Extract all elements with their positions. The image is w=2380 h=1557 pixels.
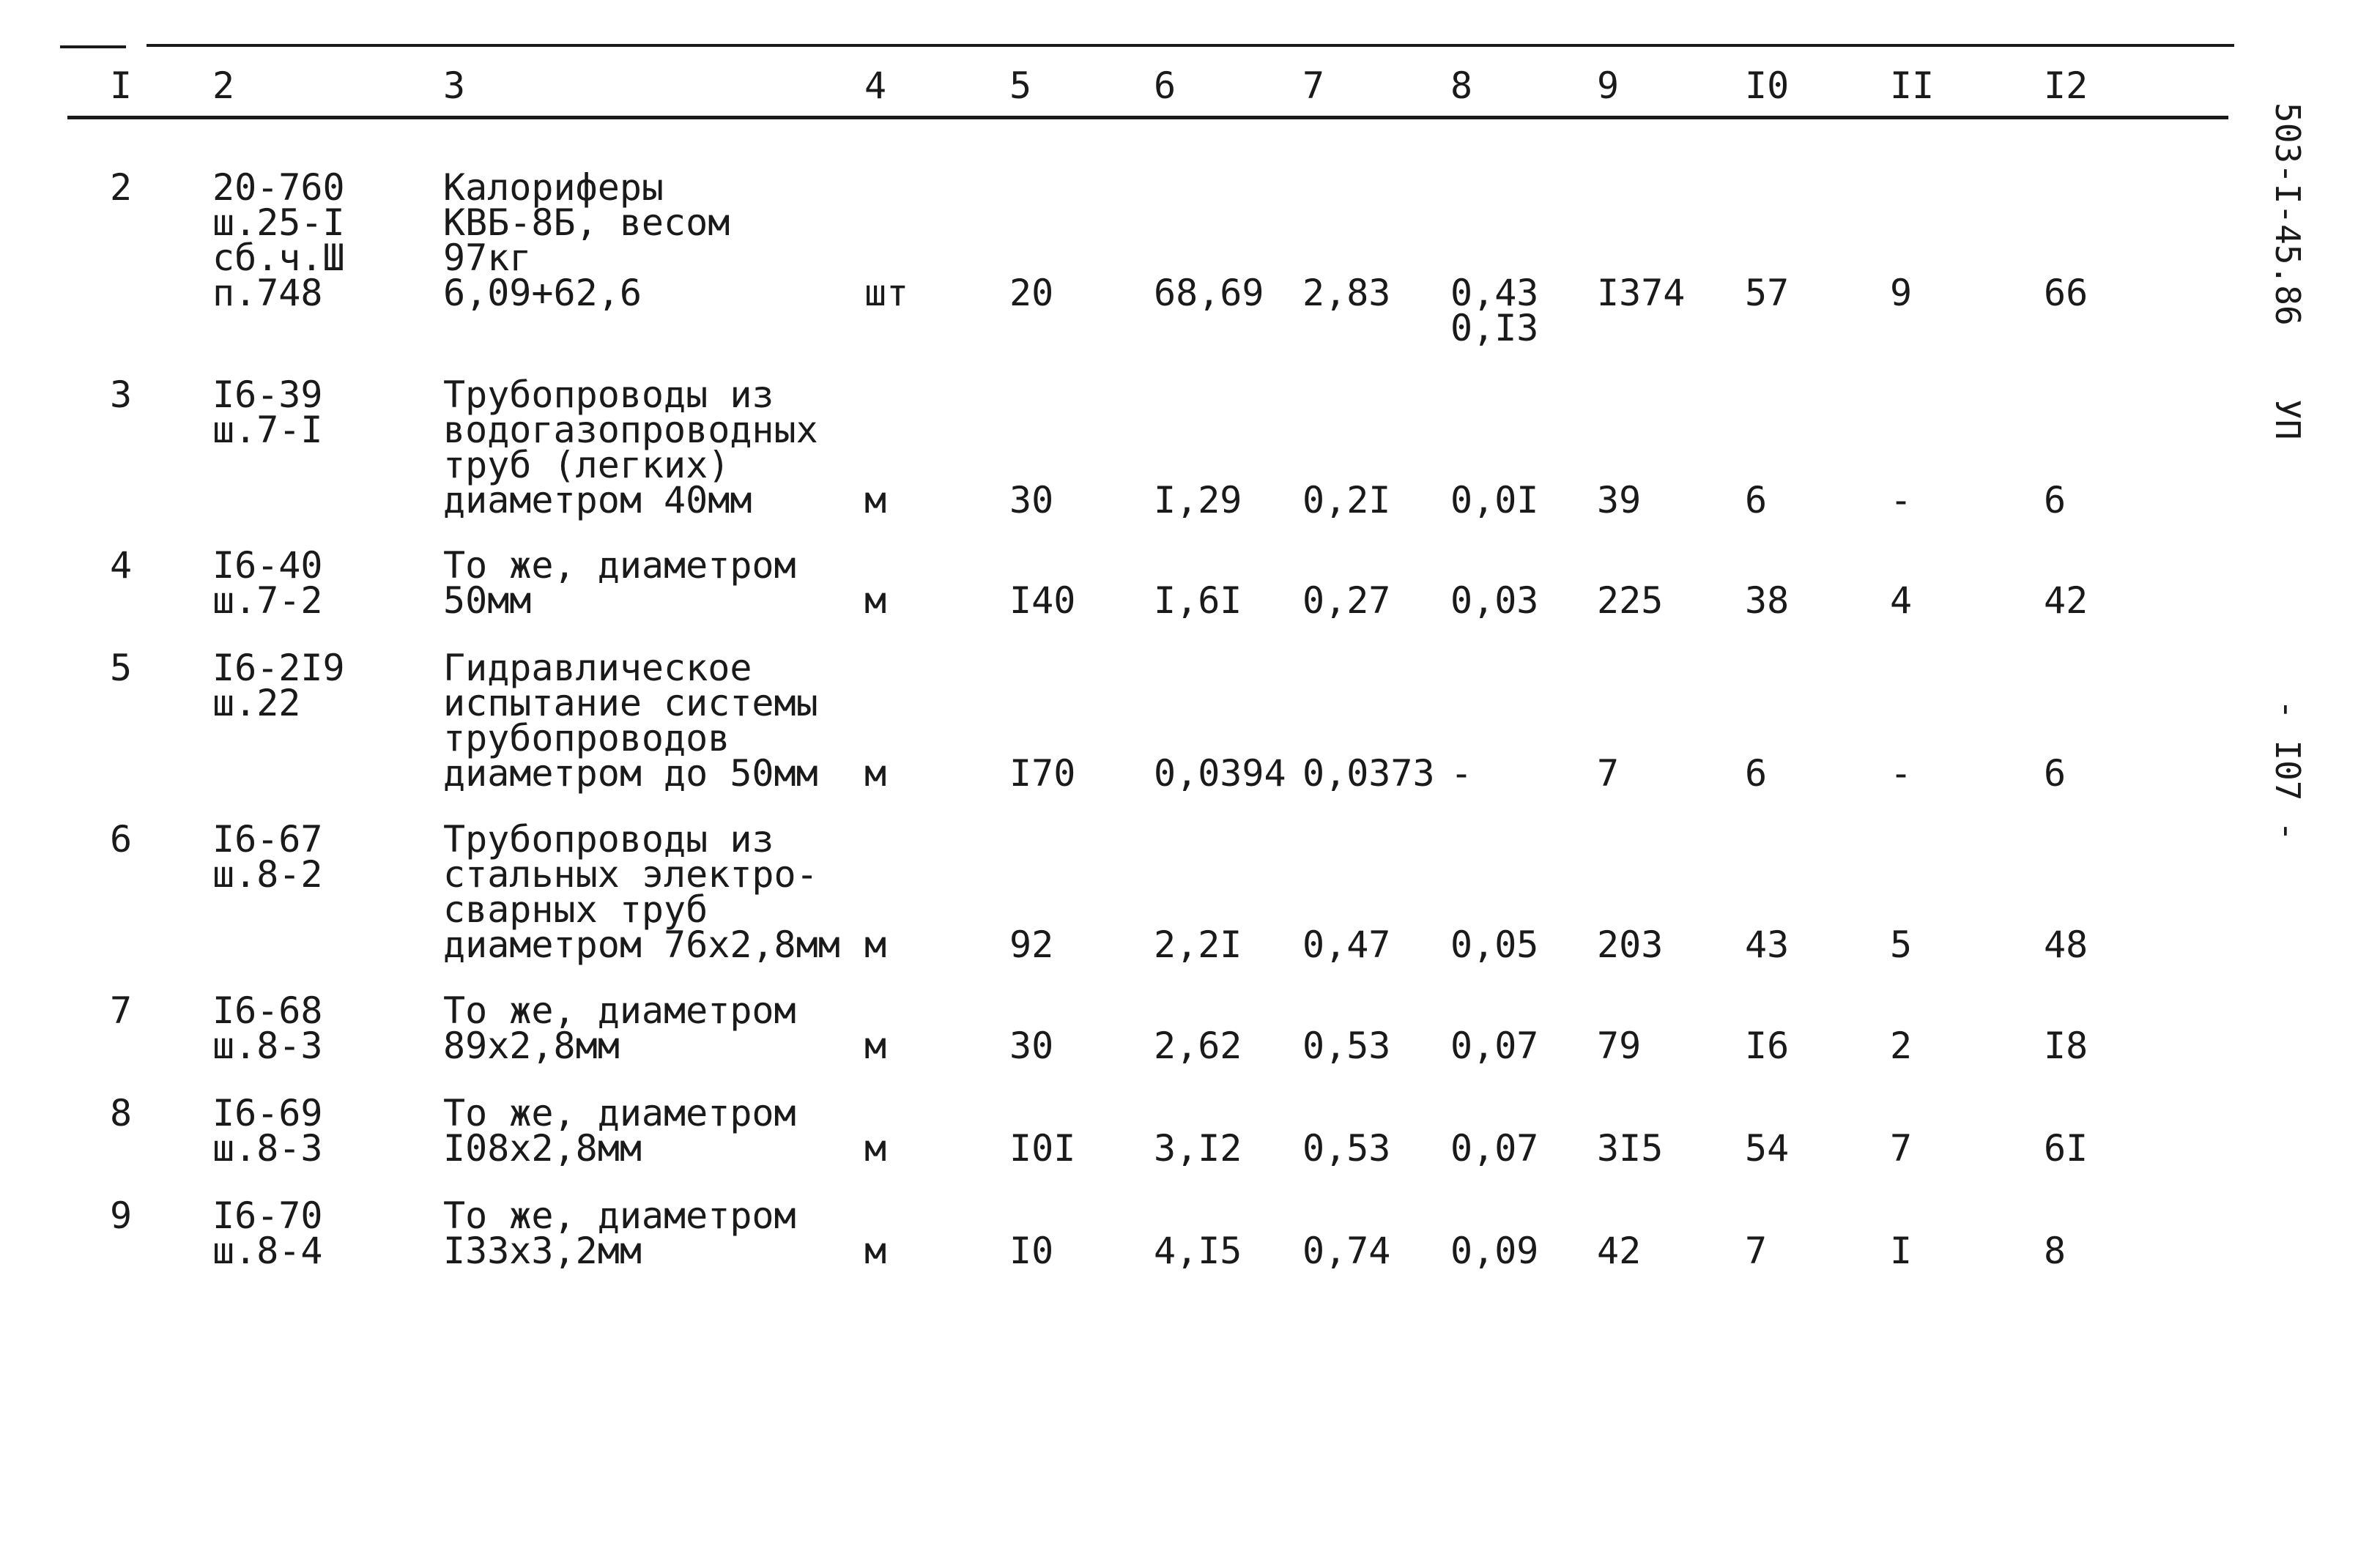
table-cell: 2,83 [1302, 272, 1391, 314]
table-cell: 9 [1890, 272, 1913, 314]
table-cell: м [864, 1127, 887, 1170]
table-cell: I40 [1009, 579, 1076, 622]
table-cell: 4,I5 [1154, 1230, 1242, 1272]
table-cell: - [1890, 479, 1913, 521]
table-cell: I6-69 ш.8-3 [212, 1092, 323, 1170]
table-cell: 48 [2044, 924, 2088, 966]
table-cell: I6-40 ш.7-2 [212, 544, 323, 622]
table-cell: То же, диаметром 50мм [443, 544, 796, 622]
table-cell: I,29 [1154, 479, 1242, 521]
table-cell: I70 [1009, 752, 1076, 795]
table-cell: 30 [1009, 1025, 1054, 1067]
table-cell: 8 [2044, 1230, 2066, 1272]
table-cell: 39 [1597, 479, 1642, 521]
table-cell: 0,0394 [1154, 752, 1286, 795]
table-cell: - [1450, 752, 1473, 795]
table-cell: м [864, 479, 887, 521]
table-cell: I6-70 ш.8-4 [212, 1194, 323, 1272]
table-cell: 92 [1009, 924, 1054, 966]
table-cell: 6 [110, 818, 133, 861]
table-cell: 0,03 [1450, 579, 1539, 622]
table-cell: 7 [110, 989, 133, 1032]
table-cell: 2 [1890, 1025, 1913, 1067]
table-cell: м [864, 752, 887, 795]
top-rule [147, 44, 2234, 47]
table-cell: 0,05 [1450, 924, 1539, 966]
table-cell: 6 [1745, 479, 1768, 521]
page-number: - I07 - [2268, 699, 2307, 841]
document-code: 503-I-45.86 [2268, 103, 2307, 326]
table-cell: 2,2I [1154, 924, 1242, 966]
table-cell: - [1890, 752, 1913, 795]
table-cell: 0,07 [1450, 1025, 1539, 1067]
table-cell: 2,62 [1154, 1025, 1242, 1067]
table-cell: 38 [1745, 579, 1790, 622]
table-cell: 66 [2044, 272, 2088, 314]
column-header: 7 [1302, 64, 1325, 107]
table-cell: 0,2I [1302, 479, 1391, 521]
table-cell: I6-2I9 ш.22 [212, 647, 345, 724]
column-header: I [110, 64, 133, 107]
table-cell: 5 [1890, 924, 1913, 966]
table-cell: 2 [110, 166, 133, 209]
column-header: I2 [2044, 64, 2088, 107]
table-cell: I6 [1745, 1025, 1790, 1067]
top-rule-left [60, 45, 126, 48]
table-cell: 68,69 [1154, 272, 1264, 314]
table-cell: I0I [1009, 1127, 1076, 1170]
table-cell: I0 [1009, 1230, 1054, 1272]
column-header: II [1890, 64, 1935, 107]
table-cell: 0,43 0,I3 [1450, 272, 1539, 349]
table-cell: 79 [1597, 1025, 1642, 1067]
table-cell: 8 [110, 1092, 133, 1134]
table-cell: 43 [1745, 924, 1790, 966]
table-cell: 42 [2044, 579, 2088, 622]
table-cell: Трубопроводы из стальных электро- сварных труб диаметром 76х2,8мм [443, 818, 840, 966]
table-cell: 6 [1745, 752, 1768, 795]
table-cell: 30 [1009, 479, 1054, 521]
table-cell: То же, диаметром I33х3,2мм [443, 1194, 796, 1272]
table-cell: 0,53 [1302, 1025, 1391, 1067]
table-cell: 0,0I [1450, 479, 1539, 521]
table-cell: 54 [1745, 1127, 1790, 1170]
table-cell: 20-760 ш.25-I сб.ч.Ш п.748 [212, 166, 345, 314]
table-cell: 0,53 [1302, 1127, 1391, 1170]
table-cell: I374 [1597, 272, 1686, 314]
table-cell: I [1890, 1230, 1913, 1272]
table-cell: 0,09 [1450, 1230, 1539, 1272]
table-cell: 7 [1745, 1230, 1768, 1272]
table-cell: 6I [2044, 1127, 2088, 1170]
table-cell: 7 [1597, 752, 1620, 795]
table-cell: м [864, 579, 887, 622]
table-cell: 57 [1745, 272, 1790, 314]
table-cell: 5 [110, 647, 133, 689]
series-label: УП [2268, 399, 2307, 440]
table-cell: I6-39 ш.7-I [212, 374, 323, 451]
column-header: 2 [212, 64, 235, 107]
table-cell: 4 [1890, 579, 1913, 622]
table-cell: м [864, 1230, 887, 1272]
table-cell: м [864, 1025, 887, 1067]
table-cell: 3,I2 [1154, 1127, 1242, 1170]
column-header: I0 [1745, 64, 1790, 107]
table-cell: I6-67 ш.8-2 [212, 818, 323, 896]
table-cell: То же, диаметром 89х2,8мм [443, 989, 796, 1067]
table-cell: 7 [1890, 1127, 1913, 1170]
column-header: 9 [1597, 64, 1620, 107]
table-cell: 0,74 [1302, 1230, 1391, 1272]
table-cell: 42 [1597, 1230, 1642, 1272]
table-cell: То же, диаметром I08х2,8мм [443, 1092, 796, 1170]
table-cell: 6 [2044, 479, 2066, 521]
table-cell: 0,27 [1302, 579, 1391, 622]
table-cell: I8 [2044, 1025, 2088, 1067]
table-cell: 9 [110, 1194, 133, 1237]
table-cell: 3 [110, 374, 133, 416]
table-cell: 6 [2044, 752, 2066, 795]
column-header: 5 [1009, 64, 1032, 107]
table-cell: Трубопроводы из водогазопроводных труб (легких) диаметром 40мм [443, 374, 818, 521]
table-cell: I,6I [1154, 579, 1242, 622]
table-cell: м [864, 924, 887, 966]
table-cell: шт [864, 272, 909, 314]
column-header: 3 [443, 64, 466, 107]
table-cell: I6-68 ш.8-3 [212, 989, 323, 1067]
table-cell: 203 [1597, 924, 1664, 966]
table-cell: 0,07 [1450, 1127, 1539, 1170]
column-header: 6 [1154, 64, 1176, 107]
table-cell: 20 [1009, 272, 1054, 314]
column-header: 8 [1450, 64, 1473, 107]
table-cell: 4 [110, 544, 133, 587]
header-rule [67, 116, 2228, 119]
table-cell: Калориферы КВБ-8Б, весом 97кг 6,09+62,6 [443, 166, 730, 314]
table-cell: 225 [1597, 579, 1664, 622]
table-cell: 3I5 [1597, 1127, 1664, 1170]
table-cell: 0,47 [1302, 924, 1391, 966]
table-cell: Гидравлическое испытание системы трубопроводов диаметром до 50мм [443, 647, 818, 795]
column-header: 4 [864, 64, 887, 107]
table-cell: 0,0373 [1302, 752, 1435, 795]
